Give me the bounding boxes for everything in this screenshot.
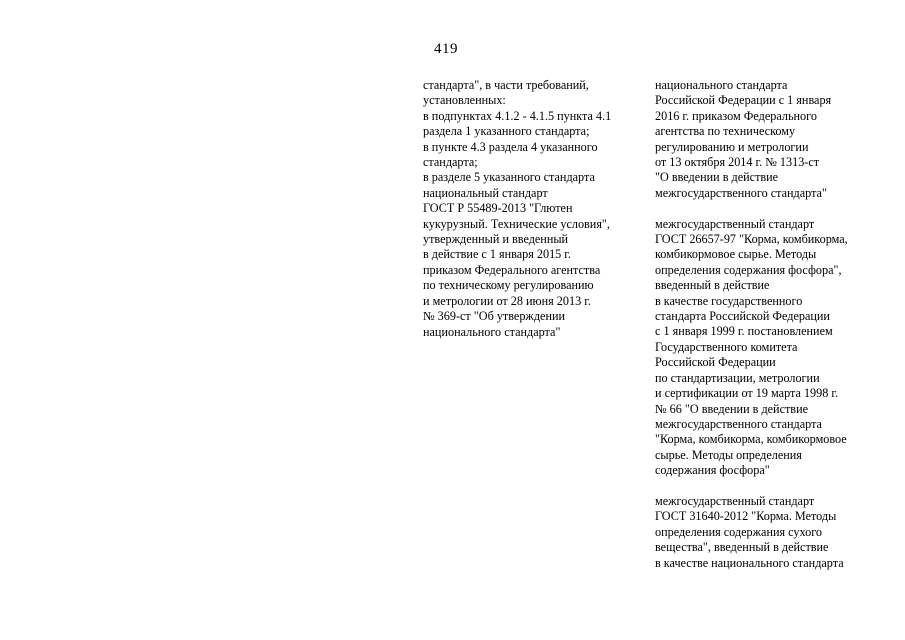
text-line: Российской Федерации <box>655 355 776 370</box>
text-line: ГОСТ Р 55489-2013 "Глютен <box>423 201 573 216</box>
text-line: "О введении в действие <box>655 170 779 185</box>
text-line: раздела 1 указанного стандарта; <box>423 124 590 139</box>
text-line: и сертификации от 19 марта 1998 г. <box>655 386 839 401</box>
text-line: ГОСТ 26657-97 "Корма, комбикорма, <box>655 232 848 247</box>
text-paragraph <box>655 494 900 571</box>
text-line: регулированию и метрологии <box>655 139 809 154</box>
text-line: от 13 октября 2014 г. № 1313-ст <box>655 155 820 170</box>
left-text-column <box>423 78 638 340</box>
text-line: по стандартизации, метрологии <box>655 370 820 385</box>
text-line: с 1 января 1999 г. постановлением <box>655 324 833 339</box>
text-line: национального стандарта <box>655 78 788 92</box>
paragraph-gap <box>655 201 900 216</box>
text-line: вещества", введенный в действие <box>655 540 829 555</box>
text-line: содержания фосфора" <box>655 463 770 478</box>
text-line: по техническому регулированию <box>423 278 594 293</box>
text-line: "Корма, комбикорма, комбикормовое <box>655 432 847 447</box>
text-line: в качестве государственного <box>655 293 803 308</box>
text-line: стандарта", в части требований, <box>423 78 589 92</box>
text-line: утвержденный и введенный <box>423 232 569 247</box>
text-line: установленных: <box>423 93 506 108</box>
paragraph-gap <box>655 479 900 494</box>
text-line: в подпунктах 4.1.2 - 4.1.5 пункта 4.1 <box>423 108 612 123</box>
text-line: межгосударственного стандарта" <box>655 185 827 200</box>
right-text-column <box>655 78 900 571</box>
text-line: ГОСТ 31640-2012 "Корма. Методы <box>655 509 837 524</box>
text-line: 2016 г. приказом Федерального <box>655 108 817 123</box>
text-line: сырье. Методы определения <box>655 447 802 462</box>
text-line: № 369-ст "Об утверждении <box>423 309 566 324</box>
text-line: № 66 "О введении в действие <box>655 401 808 416</box>
text-line: стандарта; <box>423 155 478 170</box>
text-line: Государственного комитета <box>655 339 798 354</box>
text-line: стандарта Российской Федерации <box>655 309 830 324</box>
text-line: определения содержания фосфора", <box>655 262 842 277</box>
text-paragraph <box>655 217 900 479</box>
text-line: в качестве национального стандарта <box>655 555 844 570</box>
page-number: 419 <box>434 41 458 57</box>
text-line: межгосударственный стандарт <box>655 216 815 231</box>
text-line: национального стандарта" <box>423 324 561 339</box>
text-line: межгосударственный стандарт <box>655 493 815 508</box>
text-line: Российской Федерации с 1 января <box>655 93 832 108</box>
text-line: в разделе 5 указанного стандарта <box>423 170 595 185</box>
text-line: национальный стандарт <box>423 185 548 200</box>
text-line: агентства по техническому <box>655 124 796 139</box>
text-line: межгосударственного стандарта <box>655 416 822 431</box>
text-line: и метрологии от 28 июня 2013 г. <box>423 293 591 308</box>
text-line: приказом Федерального агентства <box>423 262 601 277</box>
text-line: кукурузный. Технические условия", <box>423 216 610 231</box>
text-line: введенный в действие <box>655 278 770 293</box>
text-line: в действие с 1 января 2015 г. <box>423 247 571 262</box>
text-paragraph <box>655 78 900 201</box>
text-line: определения содержания сухого <box>655 524 822 539</box>
text-line: в пункте 4.3 раздела 4 указанного <box>423 139 598 154</box>
text-line: комбикормовое сырье. Методы <box>655 247 817 262</box>
